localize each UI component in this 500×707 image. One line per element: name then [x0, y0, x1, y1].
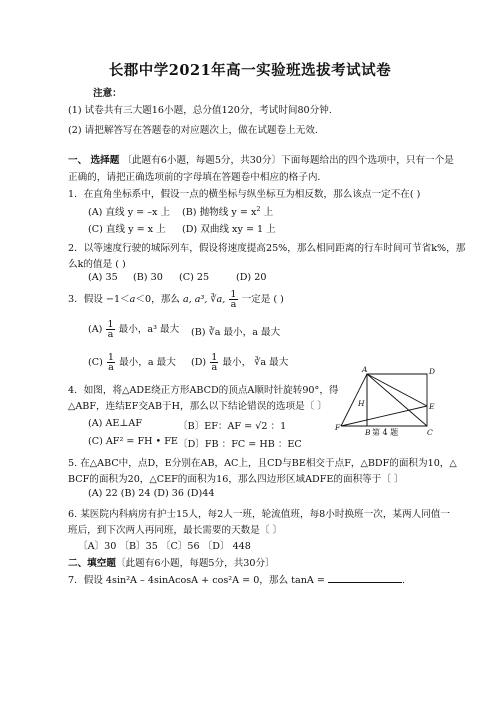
question-1-option-d: (D) 双曲线 xy = 1 上	[182, 224, 276, 235]
figure-caption: 第 4 题	[372, 428, 399, 437]
question-3-option-c: (C) $\frac{1}{a}$ 最小，a 最大	[88, 352, 176, 373]
point-f-label: F	[335, 423, 341, 432]
section2-desc: 〔此题有6小题，每题5分，共30分〕	[115, 558, 275, 569]
section2-label: 二、填空题	[68, 558, 116, 569]
page-title: 长郡中学2021年高一实验班选拔考试试卷	[108, 62, 392, 79]
question-4-option-d: 〔D〕FB ：FC = HB ：EC	[178, 439, 302, 450]
section1-label: 一、 选择题	[68, 155, 120, 166]
question-5-stem-2: BCF的面积为20，△CEF的面积为16，那么四边形区域ADFE的面积等于〔 〕	[68, 474, 404, 485]
section2-header	[68, 555, 275, 569]
point-e-label: E	[429, 402, 435, 411]
point-h-label: H	[358, 399, 365, 408]
question-4-option-b: 〔B〕EF：AF = √2 ：1	[178, 421, 287, 432]
question-2-option-a: (A) 35	[88, 272, 118, 283]
question-2-stem-2: 么k的值是 ( )	[68, 259, 126, 270]
question-3-option-a: (A) $\frac{1}{a}$ 最小，a³ 最大	[88, 319, 180, 340]
question-2-option-d: (D) 20	[236, 272, 267, 283]
notice-item-1: (1) 试卷共有三大题16小题，总分值120分，考试时间80分钟.	[68, 105, 332, 116]
question-1-stem: 1．在直角坐标系中，假设一点的横坐标与纵坐标互为相反数，那么该点一定不在( )	[68, 189, 421, 200]
question-3-option-d: (D) $\frac{1}{a}$ 最小， ∛a 最大	[191, 352, 289, 373]
point-b-label: B	[365, 428, 371, 436]
answer-blank[interactable]	[328, 573, 402, 583]
question-4-stem-2: △ABF，连结EF交AB于H，那么以下结论错误的选项是〔 〕	[68, 401, 327, 412]
question-6-stem: 6. 某医院内科病房有护士15人，每2人一班，轮流值班，每8小时换班一次，某两人同值一	[68, 509, 450, 520]
notice-item-2: (2) 请把解答写在答题卷的对应题次上，做在试题卷上无效.	[68, 125, 318, 136]
question-4-option-a: (A) AE⊥AF	[88, 418, 143, 429]
question-4-stem: 4．如图，将△ADE绕正方形ABCD的顶点A顺时针旋转90°，得	[68, 385, 339, 396]
question-7-stem: 7．假设 4sin²A – 4sinAcosA + cos²A = 0，那么 tanA = .	[68, 575, 406, 586]
point-d-label: D	[429, 367, 436, 376]
question-6-options: 〔A〕30 〔B〕35 〔C〕56 〔D〕 448	[78, 541, 251, 552]
question-1-option-b: (B) 抛物线 $y = x^2$ 上	[182, 204, 274, 218]
question-1-option-c: (C) 直线 y = x 上	[88, 224, 166, 235]
question-3-stem: 3．假设 −1＜a＜0，那么 a, a³, ∛a, $\frac{1}{a}$ 一定是 ( )	[68, 289, 284, 310]
notice-heading: 注意：	[93, 88, 122, 99]
section1-header	[68, 152, 454, 166]
question-2-option-b: (B) 30	[133, 272, 163, 283]
question-4-figure	[330, 366, 445, 436]
question-5-options: (A) 22 (B) 24 (D) 36 (D)44	[88, 488, 215, 499]
section1-desc-2: 正确的，请把正确选项前的字母填在答题卷中相应的格子内.	[68, 172, 321, 183]
question-1-option-a: (A) 直线 y = –x 上	[88, 207, 171, 218]
point-c-label: C	[427, 428, 433, 436]
question-2-option-c: (C) 25	[179, 272, 210, 283]
question-2-stem: 2．以等速度行驶的城际列车，假设将速度提高25%，那么相同距离的行车时间可节省k%，那	[68, 243, 466, 254]
question-6-stem-2: 班后，到下次两人再同班，最长需要的天数是〔 〕	[68, 525, 283, 536]
question-5-stem: 5. 在△ABC中，点D，E分别在AB，AC上，且CD与BE相交于点F，△BDF的面积为10，△	[68, 458, 457, 469]
question-3-option-b: (B) ∛a 最小，a 最大	[191, 327, 281, 338]
point-a-label: A	[362, 366, 368, 374]
section1-desc: 〔此题有6小题，每题5分，共30分〕下面每题给出的四个选项中，只有一个是	[122, 155, 454, 166]
question-4-option-c: (C) AF² = FH • FE	[88, 436, 178, 447]
